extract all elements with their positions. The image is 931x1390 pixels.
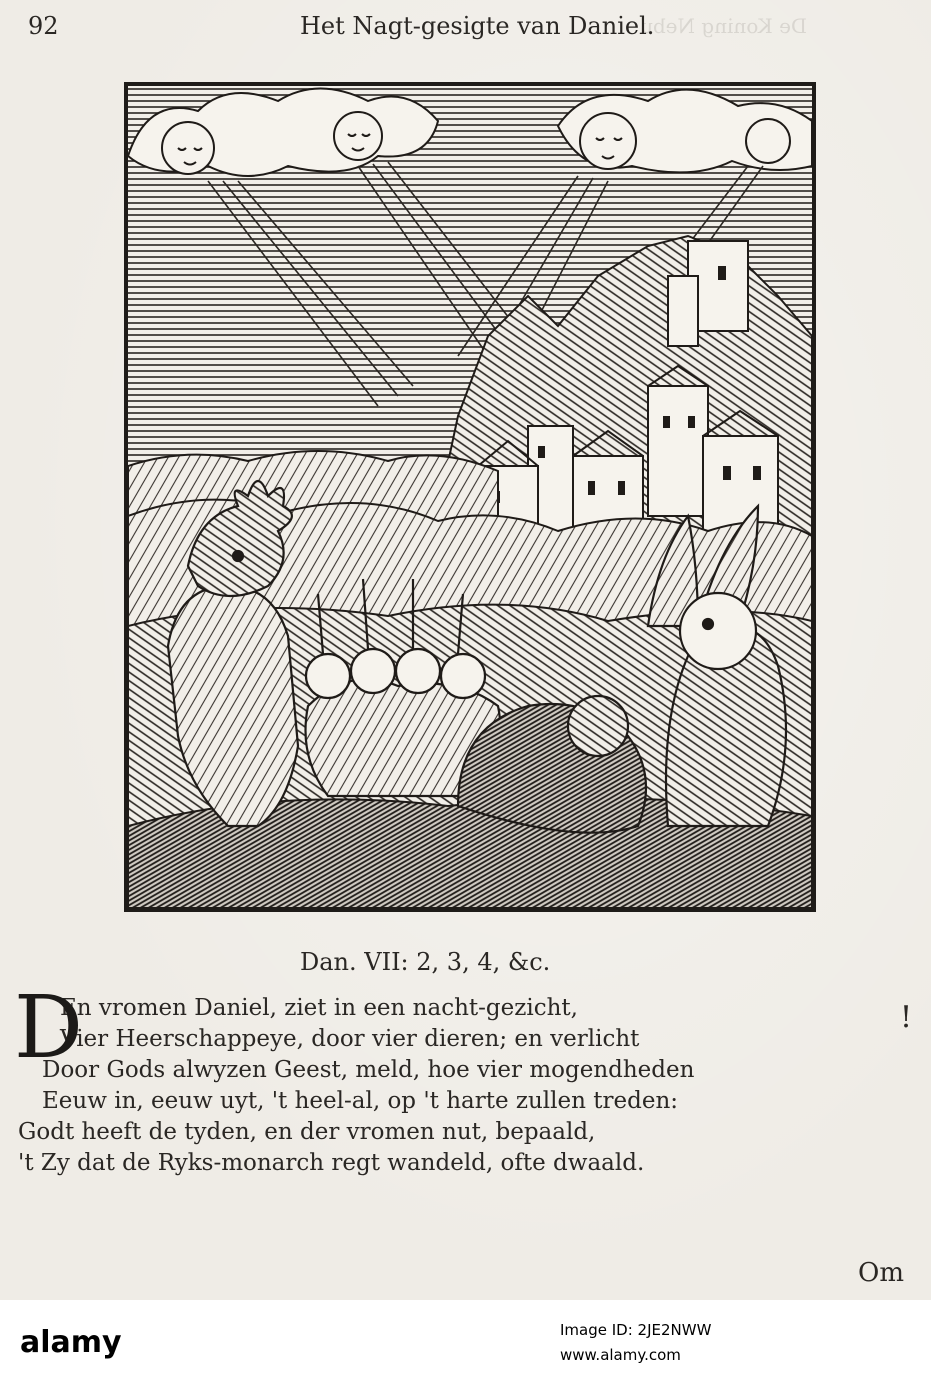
bleed-through-text: De Koning Nebu	[640, 14, 808, 38]
drop-cap: D	[14, 978, 83, 1078]
verse-line: Godt heeft de tyden, en der vromen nut, bepaald,	[18, 1119, 596, 1145]
image-id-label: Image ID: 2JE2NWW	[560, 1321, 712, 1339]
verse-line: 't Zy dat de Ryks-monarch regt wandeld, ofte dwaald.	[18, 1150, 645, 1176]
verse-line: En vromen Daniel, ziet in een nacht-gezicht,	[60, 995, 578, 1021]
watermark-bar	[0, 1300, 931, 1390]
woodcut-vision-of-daniel	[128, 86, 812, 908]
watermark-logo: alamy	[20, 1325, 122, 1360]
verse-line: Door Gods alwyzen Geest, meld, hoe vier mogendheden	[42, 1057, 695, 1083]
catchword: Om	[858, 1258, 904, 1288]
page-number: 92	[28, 12, 59, 40]
watermark-strip	[0, 1300, 931, 1390]
scripture-reference: Dan. VII: 2, 3, 4, &c.	[300, 948, 551, 976]
site-url: www.alamy.com	[560, 1346, 681, 1364]
running-title: Het Nagt-gesigte van Daniel.	[300, 12, 655, 40]
verse-line: Eeuw in, eeuw uyt, 't heel-al, op 't harte zullen treden:	[42, 1088, 679, 1114]
verse-line: Vier Heerschappeye, door vier dieren; en verlicht	[60, 1026, 640, 1052]
woodcut-illustration	[124, 82, 816, 912]
verse-block	[14, 978, 844, 1179]
margin-mark: !	[900, 1000, 913, 1035]
